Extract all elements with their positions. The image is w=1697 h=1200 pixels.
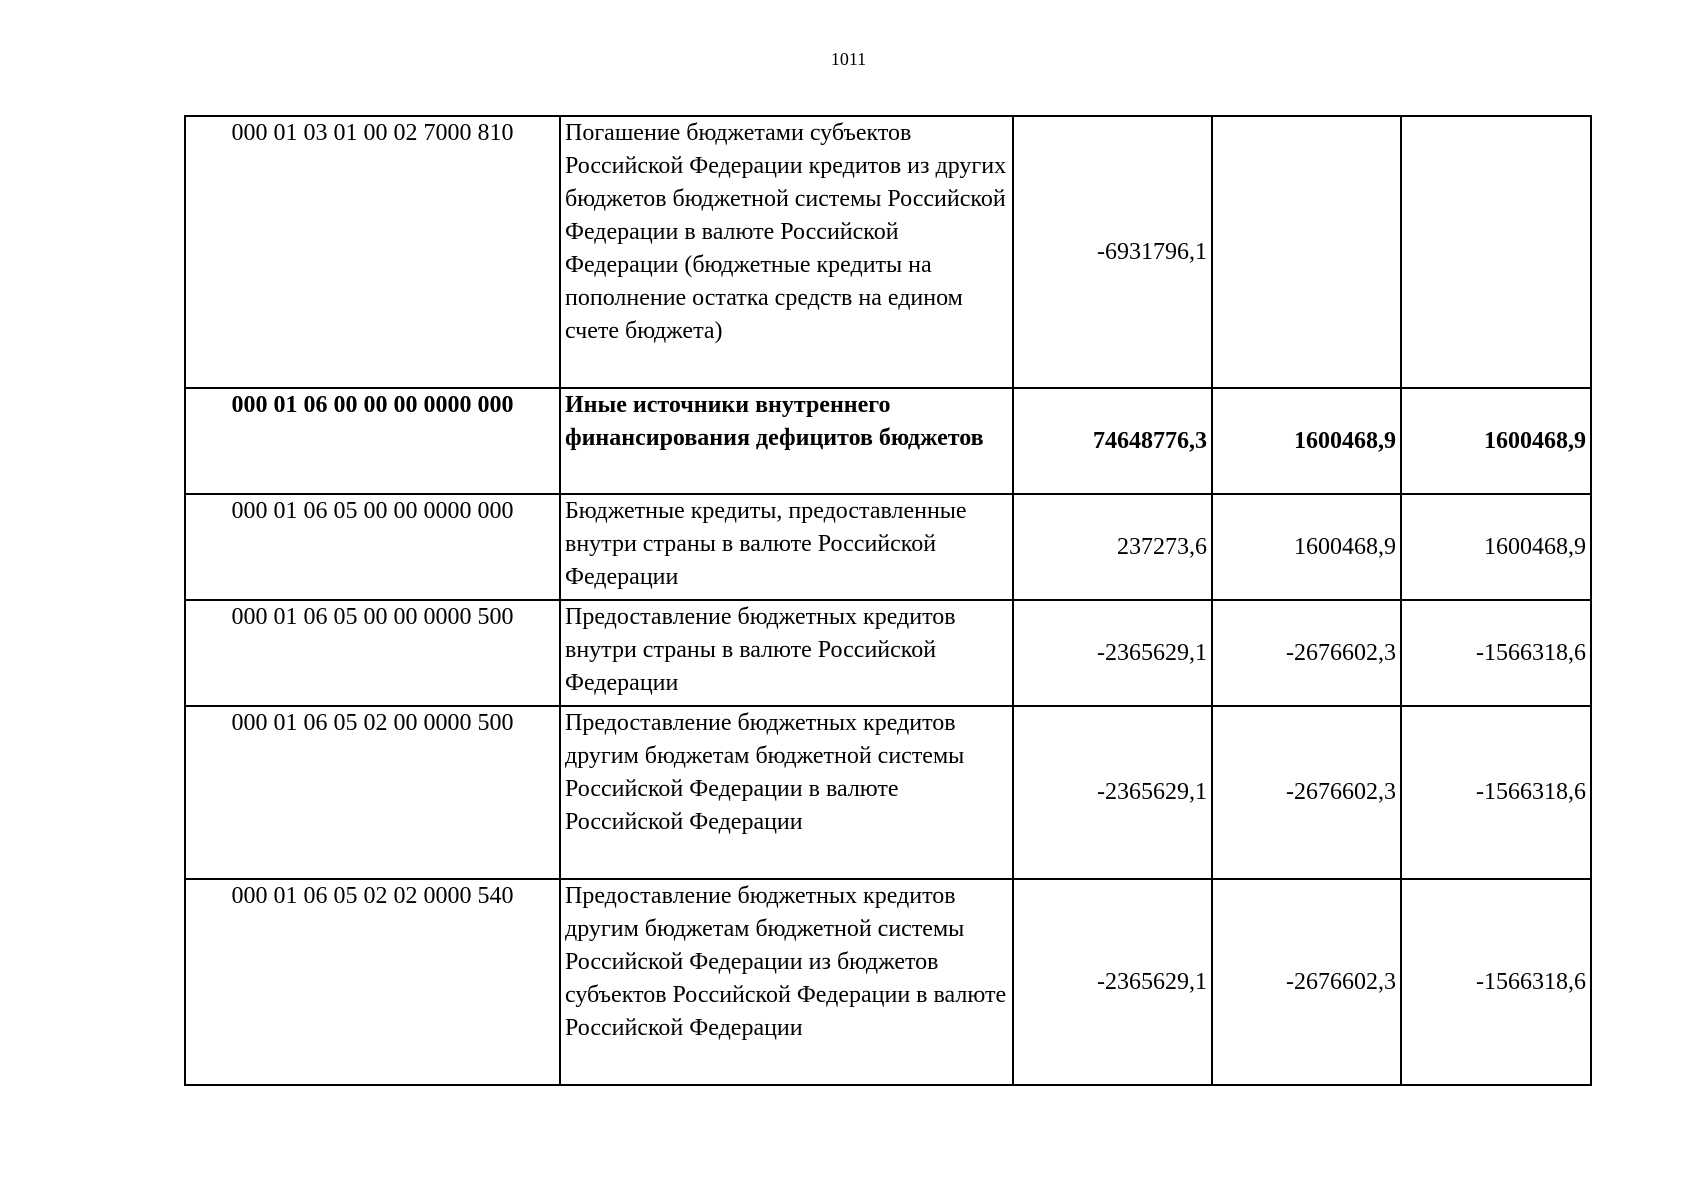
budget-code-cell: 000 01 06 05 00 00 0000 000: [185, 494, 560, 600]
amount-cell-3: -1566318,6: [1401, 879, 1591, 1085]
amount-cell-3: [1401, 116, 1591, 388]
amount-cell-2: 1600468,9: [1212, 494, 1401, 600]
table-row: [185, 706, 1591, 879]
amount-cell-1: -2365629,1: [1013, 600, 1212, 706]
amount-cell-3: -1566318,6: [1401, 600, 1591, 706]
table-row: [185, 388, 1591, 494]
amount-cell-2: -2676602,3: [1212, 879, 1401, 1085]
amount-cell-2: [1212, 116, 1401, 388]
amount-cell-2: -2676602,3: [1212, 706, 1401, 879]
amount-cell-1: 74648776,3: [1013, 388, 1212, 494]
budget-sources-table: [184, 115, 1592, 1086]
description-cell: Бюджетные кредиты, предоставленные внутри страны в валюте Российской Федерации: [560, 494, 1013, 600]
budget-code-cell: 000 01 06 05 02 02 0000 540: [185, 879, 560, 1085]
table-row: [185, 600, 1591, 706]
amount-cell-3: -1566318,6: [1401, 706, 1591, 879]
description-cell: Предоставление бюджетных кредитов другим бюджетам бюджетной системы Российской Федерации в валюте Российской Федерации: [560, 706, 1013, 879]
budget-code-cell: 000 01 06 05 02 00 0000 500: [185, 706, 560, 879]
amount-cell-3: 1600468,9: [1401, 388, 1591, 494]
table-row: [185, 116, 1591, 388]
budget-code-cell: 000 01 06 05 00 00 0000 500: [185, 600, 560, 706]
table-row: [185, 494, 1591, 600]
description-cell: Погашение бюджетами субъектов Российской Федерации кредитов из других бюджетов бюджетной системы Российской Федерации в валюте Российской Федерации (бюджетные кредиты на пополнение остатка средств на едином счете бюджета): [560, 116, 1013, 388]
amount-cell-1: -2365629,1: [1013, 879, 1212, 1085]
amount-cell-2: 1600468,9: [1212, 388, 1401, 494]
amount-cell-1: -2365629,1: [1013, 706, 1212, 879]
budget-code-cell: 000 01 06 00 00 00 0000 000: [185, 388, 560, 494]
table-row: [185, 879, 1591, 1085]
amount-cell-1: -6931796,1: [1013, 116, 1212, 388]
description-cell: Иные источники внутреннего финансирования дефицитов бюджетов: [560, 388, 1013, 494]
budget-code-cell: 000 01 03 01 00 02 7000 810: [185, 116, 560, 388]
amount-cell-2: -2676602,3: [1212, 600, 1401, 706]
amount-cell-3: 1600468,9: [1401, 494, 1591, 600]
amount-cell-1: 237273,6: [1013, 494, 1212, 600]
page-number: 1011: [830, 49, 867, 69]
description-cell: Предоставление бюджетных кредитов другим бюджетам бюджетной системы Российской Федерации из бюджетов субъектов Российской Федерации в валюте Российской Федерации: [560, 879, 1013, 1085]
description-cell: Предоставление бюджетных кредитов внутри страны в валюте Российской Федерации: [560, 600, 1013, 706]
